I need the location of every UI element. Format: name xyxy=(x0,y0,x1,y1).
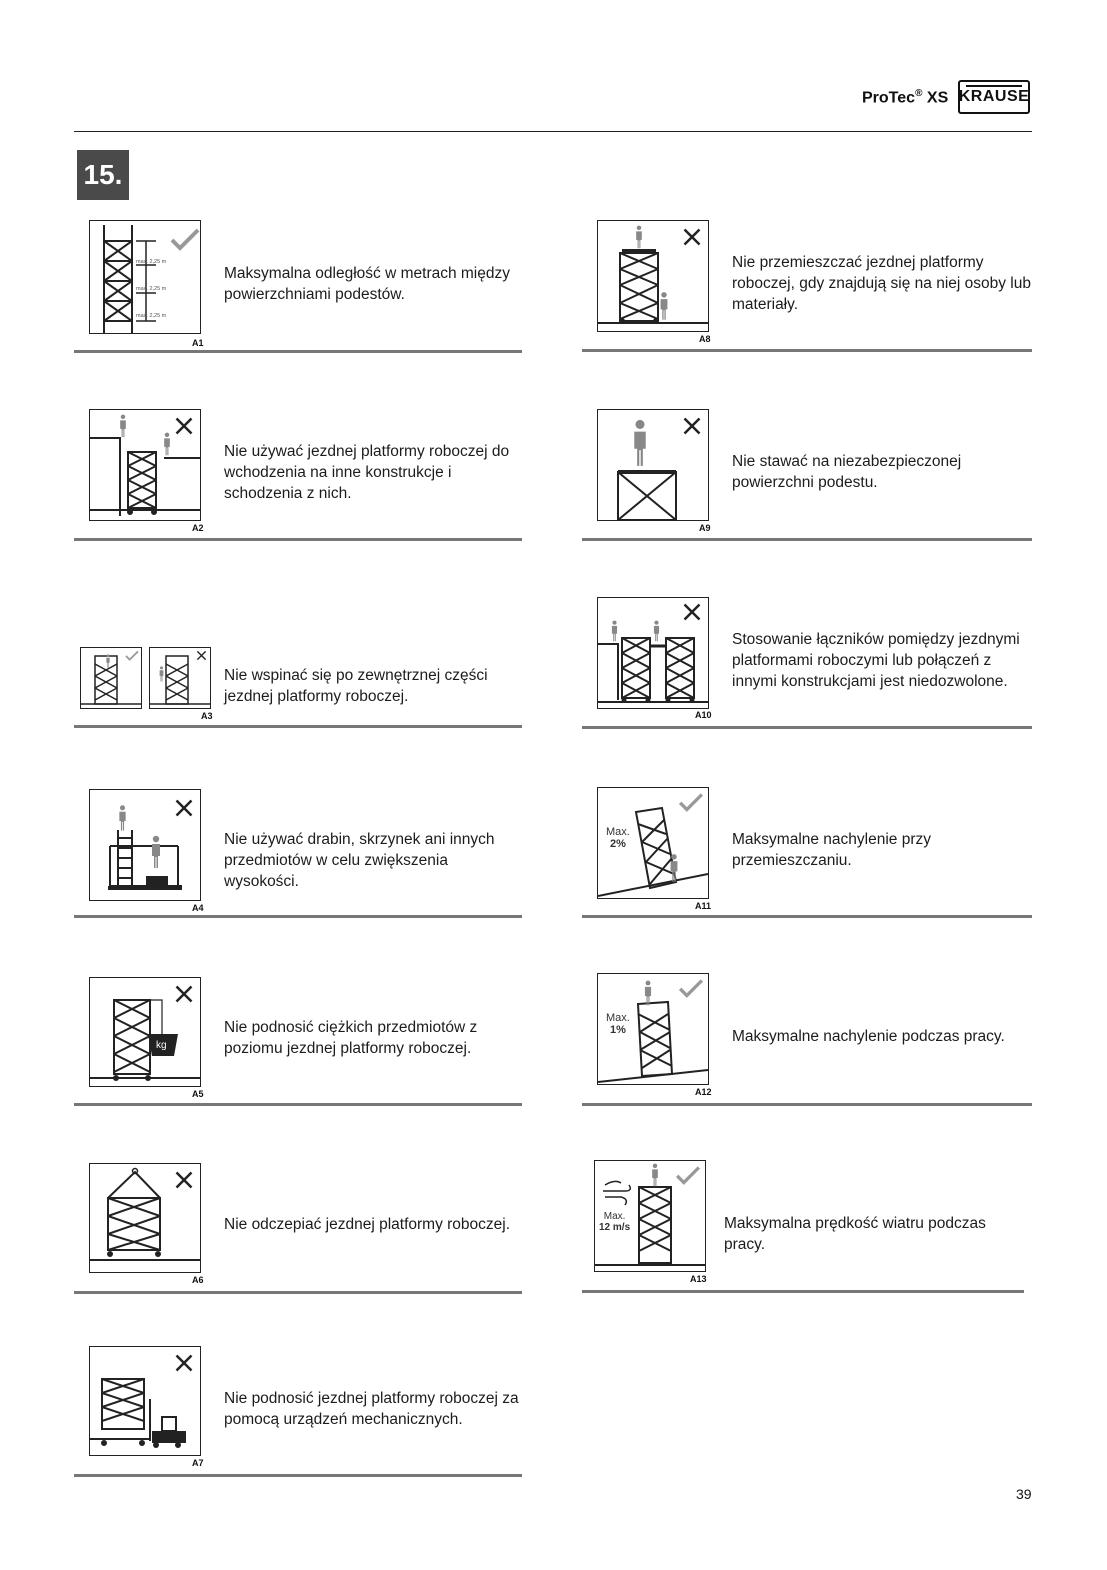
check-icon xyxy=(680,981,702,996)
pictogram-a10 xyxy=(597,597,709,709)
pictogram-a7 xyxy=(89,1346,201,1456)
item-text: Stosowanie łączników pomiędzy jezdnymi platformami roboczymi lub połączeń z innymi konstrukcjami jest niedozwolone. xyxy=(732,631,1020,690)
item-divider xyxy=(582,1103,1032,1106)
max-label: Max. xyxy=(603,1211,626,1222)
item-code: A10 xyxy=(695,710,712,720)
check-icon xyxy=(126,651,138,659)
section-number: 15. xyxy=(77,150,129,200)
item-text: Nie przemieszczać jezdnej platformy roboczej, gdy znajdują się na niej osoby lub materiały. xyxy=(732,254,1031,313)
item-text: Nie podnosić jezdnej platformy roboczej za pomocą urządzeń mechanicznych. xyxy=(224,1390,519,1428)
registered-mark: ® xyxy=(915,88,923,99)
item-divider xyxy=(74,538,522,541)
item-divider xyxy=(582,915,1032,918)
max-value: 12 m/s xyxy=(599,1222,631,1233)
page-number: 39 xyxy=(1016,1486,1032,1502)
distance-label: max. 2,25 m xyxy=(136,259,167,265)
item-divider xyxy=(74,1291,522,1294)
item-code: A13 xyxy=(690,1274,707,1284)
pictogram-a3-forbidden xyxy=(149,647,211,709)
item-code: A6 xyxy=(192,1275,204,1285)
pictogram-a6 xyxy=(89,1163,201,1273)
pictogram-a3-allowed xyxy=(80,647,142,709)
item-divider xyxy=(582,726,1032,729)
item-code: A2 xyxy=(192,523,204,533)
item-divider xyxy=(74,915,522,918)
item-code: A1 xyxy=(192,338,204,348)
cross-icon xyxy=(177,419,192,434)
item-text: Nie odczepiać jezdnej platformy roboczej. xyxy=(224,1216,511,1233)
item-divider xyxy=(74,1103,522,1106)
pictogram-a12 xyxy=(597,973,709,1085)
item-divider xyxy=(74,350,522,353)
pictogram-a8 xyxy=(597,220,709,332)
check-icon xyxy=(172,230,198,248)
item-divider xyxy=(74,725,522,728)
item-text: Maksymalne nachylenie podczas pracy. xyxy=(732,1028,1005,1045)
cross-icon xyxy=(685,230,700,245)
product-name xyxy=(862,88,948,107)
cross-icon xyxy=(177,801,192,816)
item-text: Maksymalna prędkość wiatru podczas pracy. xyxy=(724,1215,986,1253)
item-text: Nie wspinać się po zewnętrznej części jezdnej platformy roboczej. xyxy=(224,667,488,705)
item-text: Nie podnosić ciężkich przedmiotów z poziomu jezdnej platformy roboczej. xyxy=(224,1019,478,1057)
item-code: A9 xyxy=(699,523,711,533)
krause-logo xyxy=(958,80,1030,114)
weight-label: kg xyxy=(156,1040,167,1051)
pictogram-a13 xyxy=(594,1160,706,1272)
distance-label: max. 2,25 m xyxy=(136,313,167,319)
header-divider xyxy=(74,131,1032,132)
item-divider xyxy=(74,1474,522,1477)
item-code: A4 xyxy=(192,903,204,913)
max-value: 2% xyxy=(609,838,626,850)
check-icon xyxy=(680,795,702,810)
item-divider xyxy=(582,349,1032,352)
item-code: A5 xyxy=(192,1089,204,1099)
item-text: Maksymalne nachylenie przy przemieszczaniu. xyxy=(732,831,932,869)
cross-icon xyxy=(177,1173,192,1188)
check-icon xyxy=(677,1168,699,1183)
cross-icon xyxy=(177,987,192,1002)
max-label: Max. xyxy=(606,826,630,838)
distance-label: max. 2,25 m xyxy=(136,286,167,292)
item-divider xyxy=(582,1290,1024,1293)
cross-icon xyxy=(685,419,700,434)
item-text: Nie używać jezdnej platformy roboczej do wchodzenia na inne konstrukcje i schodzenia z nich. xyxy=(224,443,510,502)
item-text: Maksymalna odległość w metrach między powierzchniami podestów. xyxy=(224,265,510,303)
pictogram-a4 xyxy=(89,789,201,901)
item-text: Nie stawać na niezabezpieczonej powierzchni podestu. xyxy=(732,453,962,491)
cross-icon xyxy=(177,1356,192,1371)
item-divider xyxy=(582,538,1032,541)
pictogram-a1 xyxy=(89,220,201,334)
logo-text: KRAUSE xyxy=(958,88,1030,105)
item-text: Nie używać drabin, skrzynek ani innych przedmiotów w celu zwiększenia wysokości. xyxy=(224,831,495,890)
item-code: A11 xyxy=(695,901,712,911)
product-model: XS xyxy=(926,89,949,107)
product-brand: ProTec xyxy=(862,89,916,107)
max-value: 1% xyxy=(609,1024,626,1036)
pictogram-a5 xyxy=(89,977,201,1087)
max-label: Max. xyxy=(606,1012,630,1024)
item-code: A3 xyxy=(201,711,213,721)
item-code: A12 xyxy=(695,1087,712,1097)
pictogram-a2 xyxy=(89,409,201,521)
cross-icon xyxy=(685,605,700,620)
item-code: A8 xyxy=(699,334,711,344)
cross-icon xyxy=(197,651,205,659)
item-code: A7 xyxy=(192,1458,204,1468)
pictogram-a11 xyxy=(597,787,709,899)
pictogram-a9 xyxy=(597,409,709,521)
